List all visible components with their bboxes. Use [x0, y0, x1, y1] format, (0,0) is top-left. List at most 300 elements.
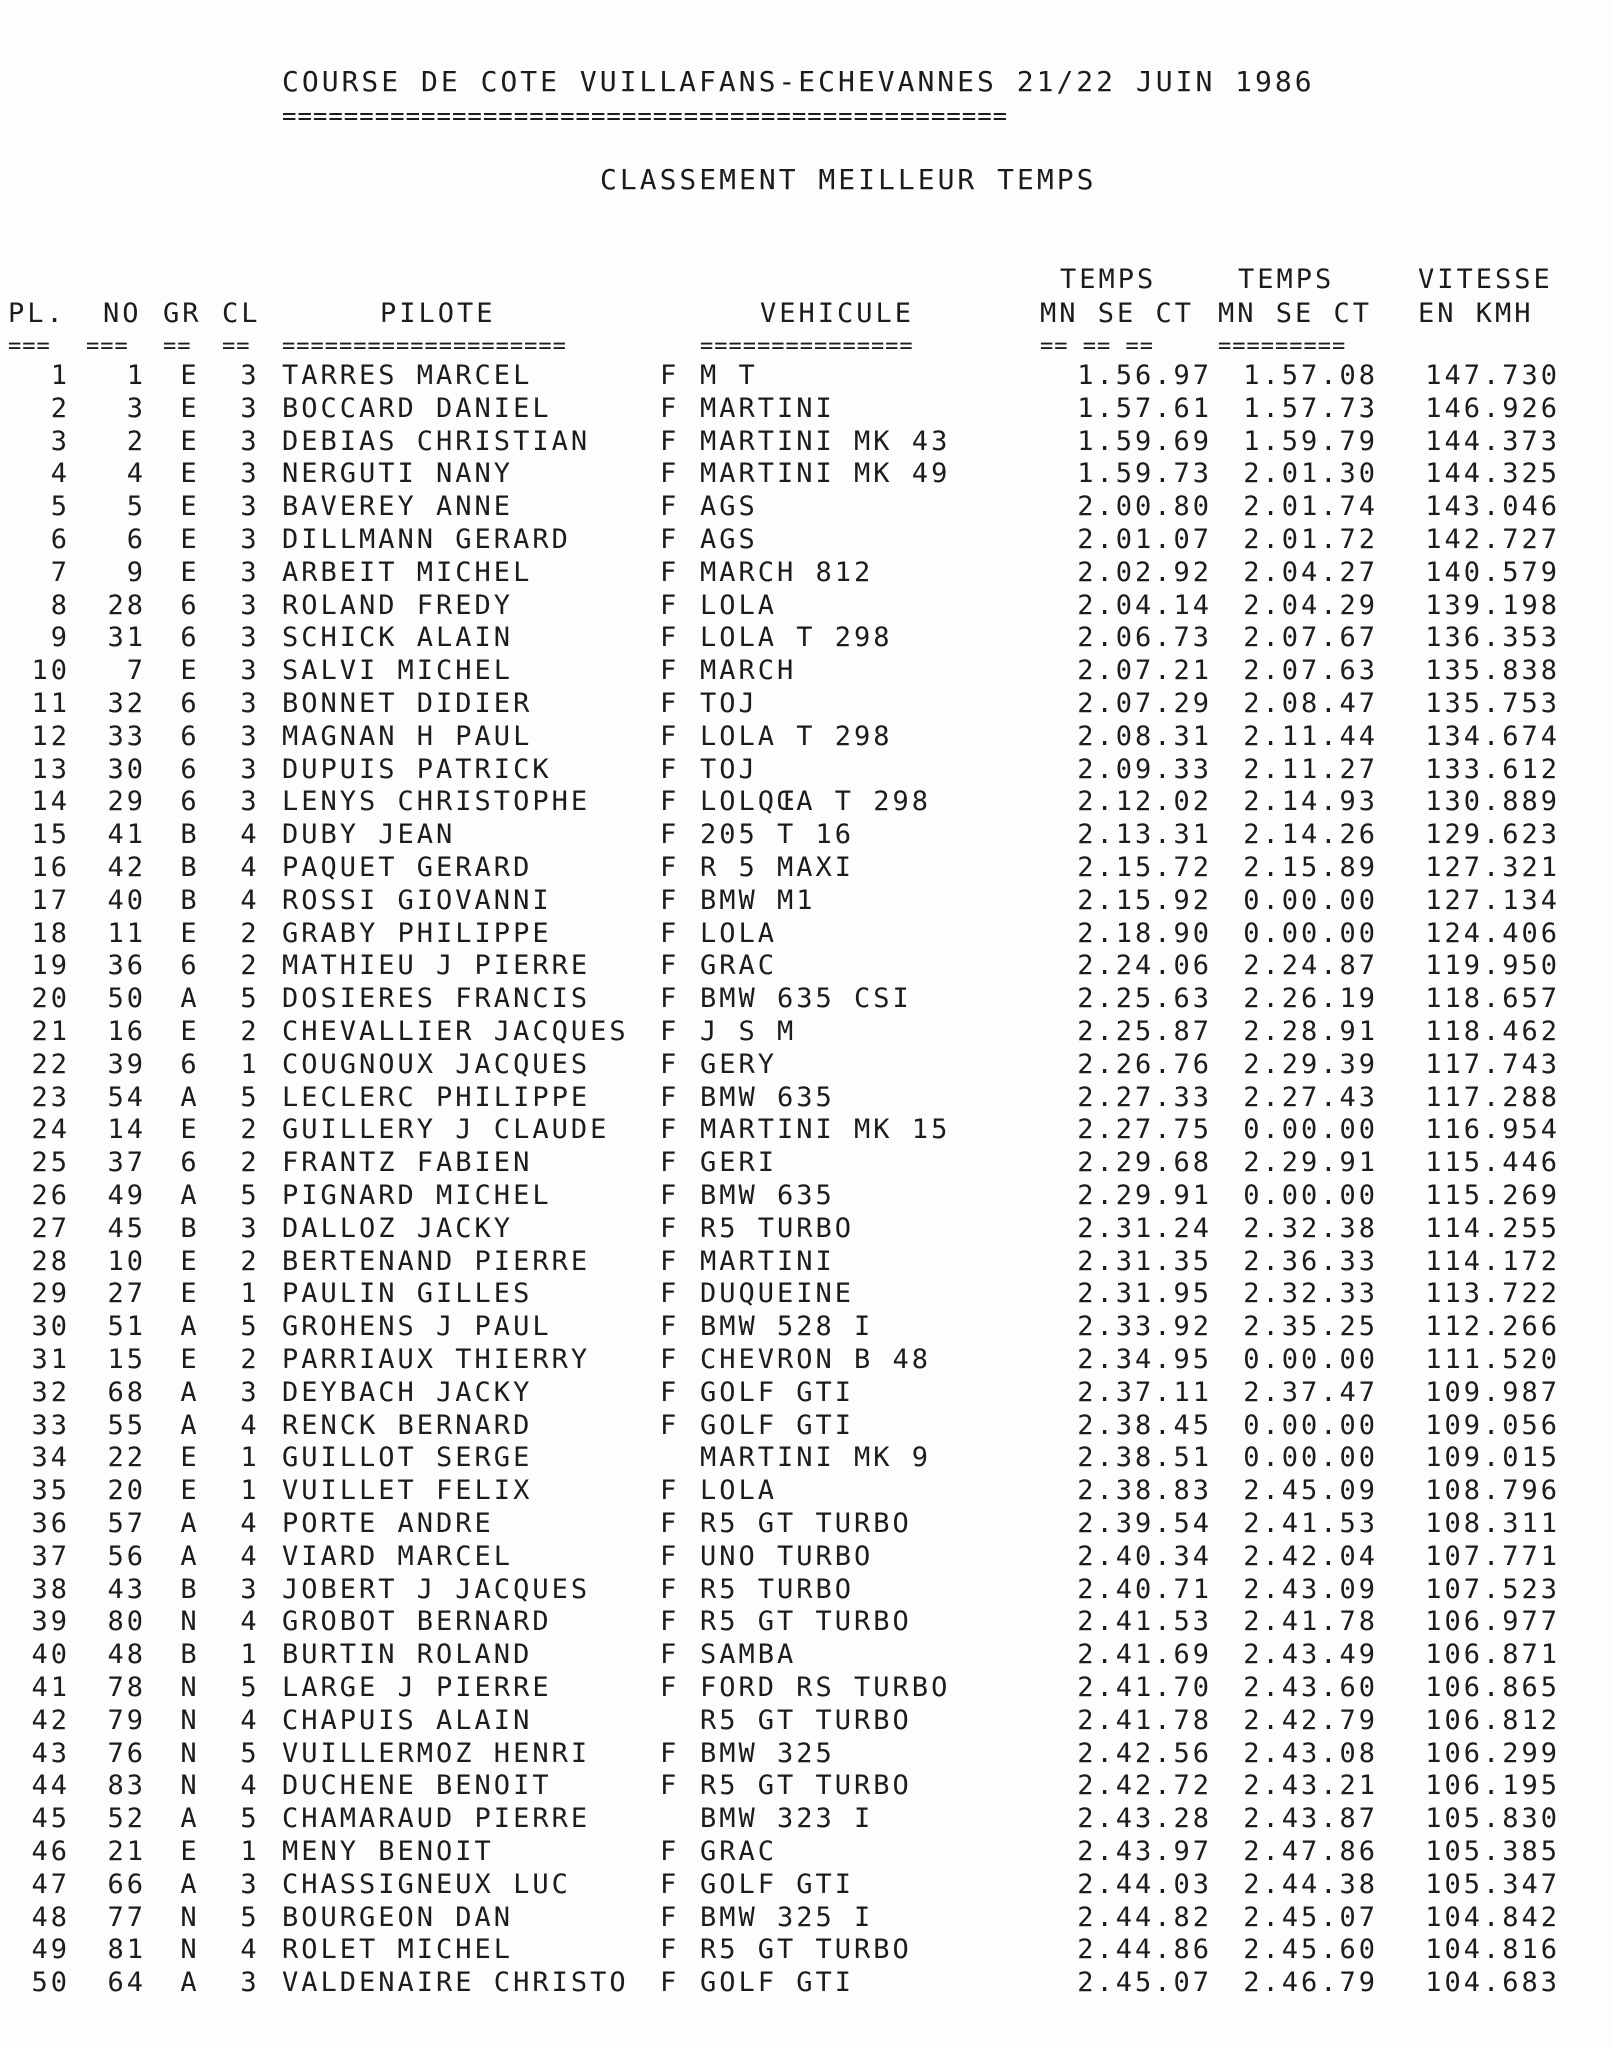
cell-nationality: F: [660, 1376, 680, 1408]
cell-pilote: NERGUTI NANY: [282, 458, 514, 490]
cell-pilote: LECLERC PHILIPPE: [282, 1081, 591, 1113]
cell-no: 39: [107, 1048, 146, 1080]
cell-temps1: 2.07.21: [1077, 655, 1212, 687]
cell-temps1: 2.38.51: [1077, 1442, 1212, 1474]
cell-vitesse: 135.753: [1425, 688, 1560, 719]
cell-pilote: DEBIAS CHRISTIAN: [282, 425, 591, 457]
cell-vitesse: 108.796: [1425, 1475, 1560, 1507]
cell-vitesse: 104.816: [1425, 1934, 1560, 1966]
cell-vitesse: 129.623: [1425, 819, 1560, 851]
cell-pl: 49: [31, 1934, 70, 1966]
cell-no: 48: [107, 1639, 146, 1671]
cell-pilote: BONNET DIDIER: [282, 688, 533, 719]
header-pl: PL.: [8, 298, 66, 329]
cell-temps1: 2.40.34: [1077, 1540, 1212, 1572]
cell-no: 16: [107, 1016, 146, 1047]
cell-nationality: F: [660, 1475, 680, 1507]
table-row: [0, 589, 1612, 625]
cell-nationality: F: [660, 1245, 680, 1277]
cell-vitesse: 116.954: [1425, 1114, 1560, 1146]
cell-cl: 4: [240, 884, 260, 916]
cell-pl: 37: [31, 1540, 70, 1572]
cell-temps1: 2.41.69: [1077, 1639, 1212, 1671]
cell-pilote: DUCHENE BENOIT: [282, 1770, 552, 1802]
cell-no: 57: [107, 1508, 146, 1539]
cell-vehicule: GERI: [700, 1147, 778, 1179]
cell-pilote: VALDENAIRE CHRISTO: [282, 1967, 629, 1999]
cell-vitesse: 124.406: [1425, 917, 1560, 949]
cell-no: 45: [107, 1212, 146, 1244]
cell-pl: 18: [31, 917, 70, 949]
cell-gr: A: [180, 1409, 200, 1441]
cell-nationality: F: [660, 753, 680, 785]
cell-vehicule: MARCH: [700, 655, 797, 687]
cell-temps2: 1.57.08: [1243, 360, 1378, 391]
cell-vehicule: M T: [700, 360, 758, 391]
table-row: [0, 1772, 1612, 1805]
cell-vehicule: R5 TURBO: [700, 1212, 855, 1244]
cell-temps2: 2.42.79: [1243, 1704, 1378, 1736]
cell-cl: 2: [240, 950, 260, 982]
cell-pl: 29: [31, 1278, 70, 1310]
cell-pilote: PAQUET GERARD: [282, 852, 533, 883]
table-row: [0, 1018, 1612, 1051]
table-row: [0, 854, 1612, 887]
cell-gr: A: [180, 1540, 200, 1572]
cell-no: 49: [107, 1180, 146, 1211]
cell-pilote: DUPUIS PATRICK: [282, 753, 552, 785]
table-row: [0, 1081, 1612, 1117]
cell-pilote: JOBERT J JACQUES: [282, 1573, 591, 1605]
cell-nationality: F: [660, 1934, 680, 1966]
header-vehicule: VEHICULE: [760, 298, 915, 329]
cell-nationality: F: [660, 852, 680, 883]
cell-temps1: 2.04.14: [1077, 589, 1212, 621]
cell-vehicule: LOLQŒA T 298: [700, 786, 932, 818]
cell-pl: 7: [50, 556, 70, 588]
cell-temps2: 2.43.09: [1243, 1573, 1378, 1605]
cell-temps2: 2.32.38: [1243, 1212, 1378, 1244]
cell-pl: 5: [50, 491, 70, 523]
sep-temps1: == == ==: [1040, 334, 1154, 359]
cell-pilote: PORTE ANDRE: [282, 1508, 494, 1539]
cell-pl: 28: [31, 1245, 70, 1277]
cell-vehicule: R5 GT TURBO: [700, 1704, 912, 1736]
cell-temps2: 1.59.79: [1243, 425, 1378, 457]
table-row: [0, 1540, 1612, 1576]
cell-pilote: PARRIAUX THIERRY: [282, 1344, 591, 1375]
cell-temps2: 2.29.91: [1243, 1147, 1378, 1179]
cell-temps2: 2.01.72: [1243, 524, 1378, 555]
cell-cl: 3: [240, 589, 260, 621]
cell-temps2: 2.28.91: [1243, 1016, 1378, 1047]
cell-temps2: 0.00.00: [1243, 1114, 1378, 1146]
cell-nationality: F: [660, 1737, 680, 1769]
cell-pilote: BOURGEON DAN: [282, 1901, 514, 1933]
cell-temps2: 0.00.00: [1243, 1344, 1378, 1375]
sep-temps2: =========: [1218, 334, 1347, 359]
cell-vehicule: BMW 325: [700, 1737, 835, 1769]
cell-gr: B: [180, 1573, 200, 1605]
cell-pl: 2: [50, 392, 70, 424]
cell-cl: 1: [240, 1639, 260, 1671]
cell-vitesse: 106.865: [1425, 1672, 1560, 1703]
cell-temps2: 2.01.74: [1243, 491, 1378, 523]
cell-gr: N: [180, 1606, 200, 1638]
cell-pilote: ROSSI GIOVANNI: [282, 884, 552, 916]
cell-pl: 32: [31, 1376, 70, 1408]
cell-gr: 6: [180, 786, 200, 818]
cell-gr: E: [180, 1278, 200, 1310]
title-underline: ===============================================: [282, 102, 1009, 130]
cell-temps1: 2.18.90: [1077, 917, 1212, 949]
cell-nationality: F: [660, 917, 680, 949]
cell-gr: E: [180, 655, 200, 687]
cell-temps1: 2.09.33: [1077, 753, 1212, 785]
cell-pilote: ARBEIT MICHEL: [282, 556, 533, 588]
cell-nationality: F: [660, 1081, 680, 1113]
cell-vitesse: 117.288: [1425, 1081, 1560, 1113]
cell-temps2: 2.01.30: [1243, 458, 1378, 490]
cell-pilote: GROBOT BERNARD: [282, 1606, 552, 1638]
cell-vitesse: 105.385: [1425, 1836, 1560, 1867]
cell-temps2: 2.44.38: [1243, 1868, 1378, 1900]
cell-pl: 33: [31, 1409, 70, 1441]
cell-pl: 46: [31, 1836, 70, 1867]
table-row: [0, 1048, 1612, 1084]
cell-gr: E: [180, 1475, 200, 1507]
cell-temps1: 2.06.73: [1077, 622, 1212, 654]
table-row: [0, 1116, 1612, 1149]
cell-no: 33: [107, 720, 146, 752]
sep-vehicule: ===============: [700, 334, 914, 359]
header-temps2-bottom: MN SE CT: [1218, 298, 1373, 329]
cell-temps1: 2.40.71: [1077, 1573, 1212, 1605]
cell-temps2: 2.32.33: [1243, 1278, 1378, 1310]
cell-gr: A: [180, 1180, 200, 1211]
cell-vitesse: 142.727: [1425, 524, 1560, 555]
table-row: [0, 556, 1612, 592]
cell-nationality: F: [660, 1967, 680, 1999]
cell-pl: 9: [50, 622, 70, 654]
cell-gr: N: [180, 1672, 200, 1703]
cell-nationality: F: [660, 1639, 680, 1671]
cell-pilote: TARRES MARCEL: [282, 360, 533, 391]
cell-nationality: F: [660, 983, 680, 1015]
cell-pl: 44: [31, 1770, 70, 1802]
cell-pl: 13: [31, 753, 70, 785]
cell-temps2: 2.43.60: [1243, 1672, 1378, 1703]
cell-vehicule: BMW 325 I: [700, 1901, 874, 1933]
cell-vehicule: GOLF GTI: [700, 1376, 855, 1408]
cell-no: 52: [107, 1803, 146, 1835]
cell-temps2: 2.29.39: [1243, 1048, 1378, 1080]
table-row: [0, 624, 1612, 657]
cell-pl: 41: [31, 1672, 70, 1703]
cell-pilote: BOCCARD DANIEL: [282, 392, 552, 424]
cell-pl: 26: [31, 1180, 70, 1211]
cell-gr: E: [180, 556, 200, 588]
cell-vehicule: LOLA: [700, 589, 778, 621]
cell-cl: 3: [240, 392, 260, 424]
cell-vitesse: 119.950: [1425, 950, 1560, 982]
cell-pl: 16: [31, 852, 70, 883]
cell-cl: 3: [240, 360, 260, 391]
cell-cl: 3: [240, 491, 260, 523]
cell-cl: 3: [240, 655, 260, 687]
cell-no: 6: [126, 524, 146, 555]
cell-temps1: 2.43.97: [1077, 1836, 1212, 1867]
cell-temps2: 2.41.53: [1243, 1508, 1378, 1539]
cell-temps2: 2.36.33: [1243, 1245, 1378, 1277]
cell-pl: 47: [31, 1868, 70, 1900]
cell-temps1: 2.33.92: [1077, 1311, 1212, 1343]
cell-pl: 19: [31, 950, 70, 982]
cell-cl: 4: [240, 1540, 260, 1572]
cell-pl: 1: [50, 360, 70, 391]
cell-nationality: F: [660, 1901, 680, 1933]
cell-cl: 1: [240, 1278, 260, 1310]
header-pilote: PILOTE: [380, 298, 496, 329]
cell-temps1: 2.43.28: [1077, 1803, 1212, 1835]
table-row: [0, 1510, 1612, 1543]
cell-temps1: 2.27.75: [1077, 1114, 1212, 1146]
cell-vehicule: GOLF GTI: [700, 1409, 855, 1441]
cell-nationality: F: [660, 1770, 680, 1802]
cell-cl: 3: [240, 1573, 260, 1605]
cell-no: 28: [107, 589, 146, 621]
cell-pilote: BAVEREY ANNE: [282, 491, 514, 523]
cell-vehicule: MARTINI MK 49: [700, 458, 951, 490]
cell-temps2: 2.14.93: [1243, 786, 1378, 818]
cell-nationality: F: [660, 819, 680, 851]
cell-vehicule: LOLA T 298: [700, 622, 893, 654]
cell-pl: 24: [31, 1114, 70, 1146]
cell-gr: B: [180, 852, 200, 883]
cell-pl: 4: [50, 458, 70, 490]
cell-cl: 5: [240, 1081, 260, 1113]
cell-pilote: CHAPUIS ALAIN: [282, 1704, 533, 1736]
cell-vehicule: AGS: [700, 524, 758, 555]
cell-temps1: 2.07.29: [1077, 688, 1212, 719]
cell-temps1: 2.25.63: [1077, 983, 1212, 1015]
cell-vehicule: BMW 635: [700, 1081, 835, 1113]
cell-vehicule: GOLF GTI: [700, 1868, 855, 1900]
cell-nationality: F: [660, 1147, 680, 1179]
sep-pl: ===: [8, 334, 51, 359]
cell-temps2: 2.43.08: [1243, 1737, 1378, 1769]
cell-nationality: F: [660, 1016, 680, 1047]
cell-vehicule: FORD RS TURBO: [700, 1672, 951, 1703]
header-temps1-top: TEMPS: [1060, 264, 1157, 295]
cell-vitesse: 109.056: [1425, 1409, 1560, 1441]
cell-pilote: MATHIEU J PIERRE: [282, 950, 591, 982]
cell-vehicule: LOLA: [700, 1475, 778, 1507]
cell-temps2: 2.43.87: [1243, 1803, 1378, 1835]
cell-temps2: 2.07.63: [1243, 655, 1378, 687]
cell-temps1: 2.12.02: [1077, 786, 1212, 818]
cell-pl: 50: [31, 1967, 70, 1999]
cell-no: 50: [107, 983, 146, 1015]
cell-gr: A: [180, 1967, 200, 1999]
cell-temps2: 2.26.19: [1243, 983, 1378, 1015]
cell-nationality: F: [660, 655, 680, 687]
cell-temps1: 2.08.31: [1077, 720, 1212, 752]
table-row: [0, 1969, 1612, 2002]
sep-gr: ==: [163, 334, 192, 359]
cell-pl: 14: [31, 786, 70, 818]
cell-pl: 38: [31, 1573, 70, 1605]
cell-nationality: F: [660, 425, 680, 457]
cell-vehicule: BMW 323 I: [700, 1803, 874, 1835]
cell-temps1: 2.39.54: [1077, 1508, 1212, 1539]
cell-cl: 4: [240, 1606, 260, 1638]
cell-temps2: 0.00.00: [1243, 917, 1378, 949]
document-title: COURSE DE COTE VUILLAFANS-ECHEVANNES 21/22 JUIN 1986: [282, 65, 1315, 98]
cell-no: 42: [107, 852, 146, 883]
cell-gr: 6: [180, 753, 200, 785]
table-row: [0, 1737, 1612, 1773]
header-vitesse-top: VITESSE: [1418, 264, 1553, 295]
cell-temps1: 2.13.31: [1077, 819, 1212, 851]
cell-cl: 2: [240, 1147, 260, 1179]
cell-cl: 3: [240, 524, 260, 555]
cell-gr: N: [180, 1901, 200, 1933]
cell-vehicule: LOLA T 298: [700, 720, 893, 752]
cell-cl: 2: [240, 917, 260, 949]
cell-gr: E: [180, 524, 200, 555]
cell-vitesse: 134.674: [1425, 720, 1560, 752]
cell-cl: 3: [240, 1868, 260, 1900]
cell-temps1: 2.26.76: [1077, 1048, 1212, 1080]
cell-cl: 2: [240, 1114, 260, 1146]
cell-vitesse: 118.657: [1425, 983, 1560, 1015]
cell-temps2: 2.04.27: [1243, 556, 1378, 588]
table-row: [0, 1376, 1612, 1412]
cell-cl: 2: [240, 1245, 260, 1277]
cell-vitesse: 112.266: [1425, 1311, 1560, 1343]
cell-vitesse: 106.871: [1425, 1639, 1560, 1671]
cell-gr: A: [180, 1376, 200, 1408]
header-vitesse-bottom: EN KMH: [1418, 298, 1534, 329]
cell-no: 66: [107, 1868, 146, 1900]
cell-temps1: 2.29.91: [1077, 1180, 1212, 1211]
cell-vitesse: 117.743: [1425, 1048, 1560, 1080]
cell-no: 56: [107, 1540, 146, 1572]
cell-pl: 30: [31, 1311, 70, 1343]
cell-gr: A: [180, 1803, 200, 1835]
table-row: [0, 460, 1612, 493]
cell-no: 64: [107, 1967, 146, 1999]
cell-no: 30: [107, 753, 146, 785]
table-row: [0, 1936, 1612, 1969]
cell-temps1: 2.15.72: [1077, 852, 1212, 883]
cell-no: 3: [126, 392, 146, 424]
cell-temps2: 2.37.47: [1243, 1376, 1378, 1408]
cell-cl: 3: [240, 425, 260, 457]
cell-temps1: 2.02.92: [1077, 556, 1212, 588]
cell-nationality: F: [660, 360, 680, 391]
table-row: [0, 657, 1612, 690]
table-row: [0, 788, 1612, 821]
cell-vitesse: 109.015: [1425, 1442, 1560, 1474]
cell-cl: 2: [240, 1344, 260, 1375]
cell-nationality: F: [660, 1344, 680, 1375]
cell-no: 80: [107, 1606, 146, 1638]
table-row: [0, 1901, 1612, 1937]
cell-temps1: 2.31.24: [1077, 1212, 1212, 1244]
cell-pl: 3: [50, 425, 70, 457]
cell-temps1: 2.42.56: [1077, 1737, 1212, 1769]
cell-pilote: GUILLOT SERGE: [282, 1442, 533, 1474]
cell-temps2: 2.15.89: [1243, 852, 1378, 883]
cell-pilote: MENY BENOIT: [282, 1836, 494, 1867]
cell-gr: 6: [180, 720, 200, 752]
cell-temps1: 1.59.69: [1077, 425, 1212, 457]
cell-nationality: F: [660, 1311, 680, 1343]
cell-pilote: PAULIN GILLES: [282, 1278, 533, 1310]
cell-nationality: F: [660, 524, 680, 555]
cell-vitesse: 108.311: [1425, 1508, 1560, 1539]
cell-vitesse: 147.730: [1425, 360, 1560, 391]
cell-vehicule: DUQUEINE: [700, 1278, 855, 1310]
cell-pl: 6: [50, 524, 70, 555]
cell-gr: A: [180, 983, 200, 1015]
cell-pilote: SALVI MICHEL: [282, 655, 514, 687]
cell-vitesse: 106.812: [1425, 1704, 1560, 1736]
cell-vehicule: R5 GT TURBO: [700, 1508, 912, 1539]
document-subtitle: CLASSEMENT MEILLEUR TEMPS: [600, 163, 1097, 196]
cell-nationality: F: [660, 720, 680, 752]
header-temps1-bottom: MN SE CT: [1040, 298, 1195, 329]
cell-vehicule: R5 GT TURBO: [700, 1934, 912, 1966]
cell-cl: 4: [240, 819, 260, 851]
cell-temps2: 2.45.09: [1243, 1475, 1378, 1507]
cell-cl: 5: [240, 1803, 260, 1835]
cell-pl: 45: [31, 1803, 70, 1835]
cell-pilote: FRANTZ FABIEN: [282, 1147, 533, 1179]
cell-temps1: 2.31.95: [1077, 1278, 1212, 1310]
cell-vehicule: MARTINI MK 9: [700, 1442, 932, 1474]
cell-pl: 10: [31, 655, 70, 687]
cell-nationality: F: [660, 884, 680, 916]
cell-temps2: 2.14.26: [1243, 819, 1378, 851]
cell-temps2: 2.41.78: [1243, 1606, 1378, 1638]
cell-nationality: F: [660, 1212, 680, 1244]
cell-gr: E: [180, 425, 200, 457]
cell-nationality: F: [660, 491, 680, 523]
cell-gr: B: [180, 884, 200, 916]
cell-pl: 35: [31, 1475, 70, 1507]
table-row: [0, 1868, 1612, 1904]
cell-temps2: 0.00.00: [1243, 884, 1378, 916]
table-row: [0, 720, 1612, 756]
cell-gr: N: [180, 1934, 200, 1966]
cell-temps2: 2.11.44: [1243, 720, 1378, 752]
cell-vehicule: GOLF GTI: [700, 1967, 855, 1999]
cell-nationality: F: [660, 1114, 680, 1146]
cell-pl: 34: [31, 1442, 70, 1474]
cell-vehicule: SAMBA: [700, 1639, 797, 1671]
table-row: [0, 1245, 1612, 1281]
cell-temps1: 2.41.70: [1077, 1672, 1212, 1703]
cell-no: 43: [107, 1573, 146, 1605]
cell-temps2: 0.00.00: [1243, 1409, 1378, 1441]
cell-vitesse: 107.523: [1425, 1573, 1560, 1605]
cell-vehicule: LOLA: [700, 917, 778, 949]
cell-nationality: F: [660, 688, 680, 719]
cell-vitesse: 144.325: [1425, 458, 1560, 490]
